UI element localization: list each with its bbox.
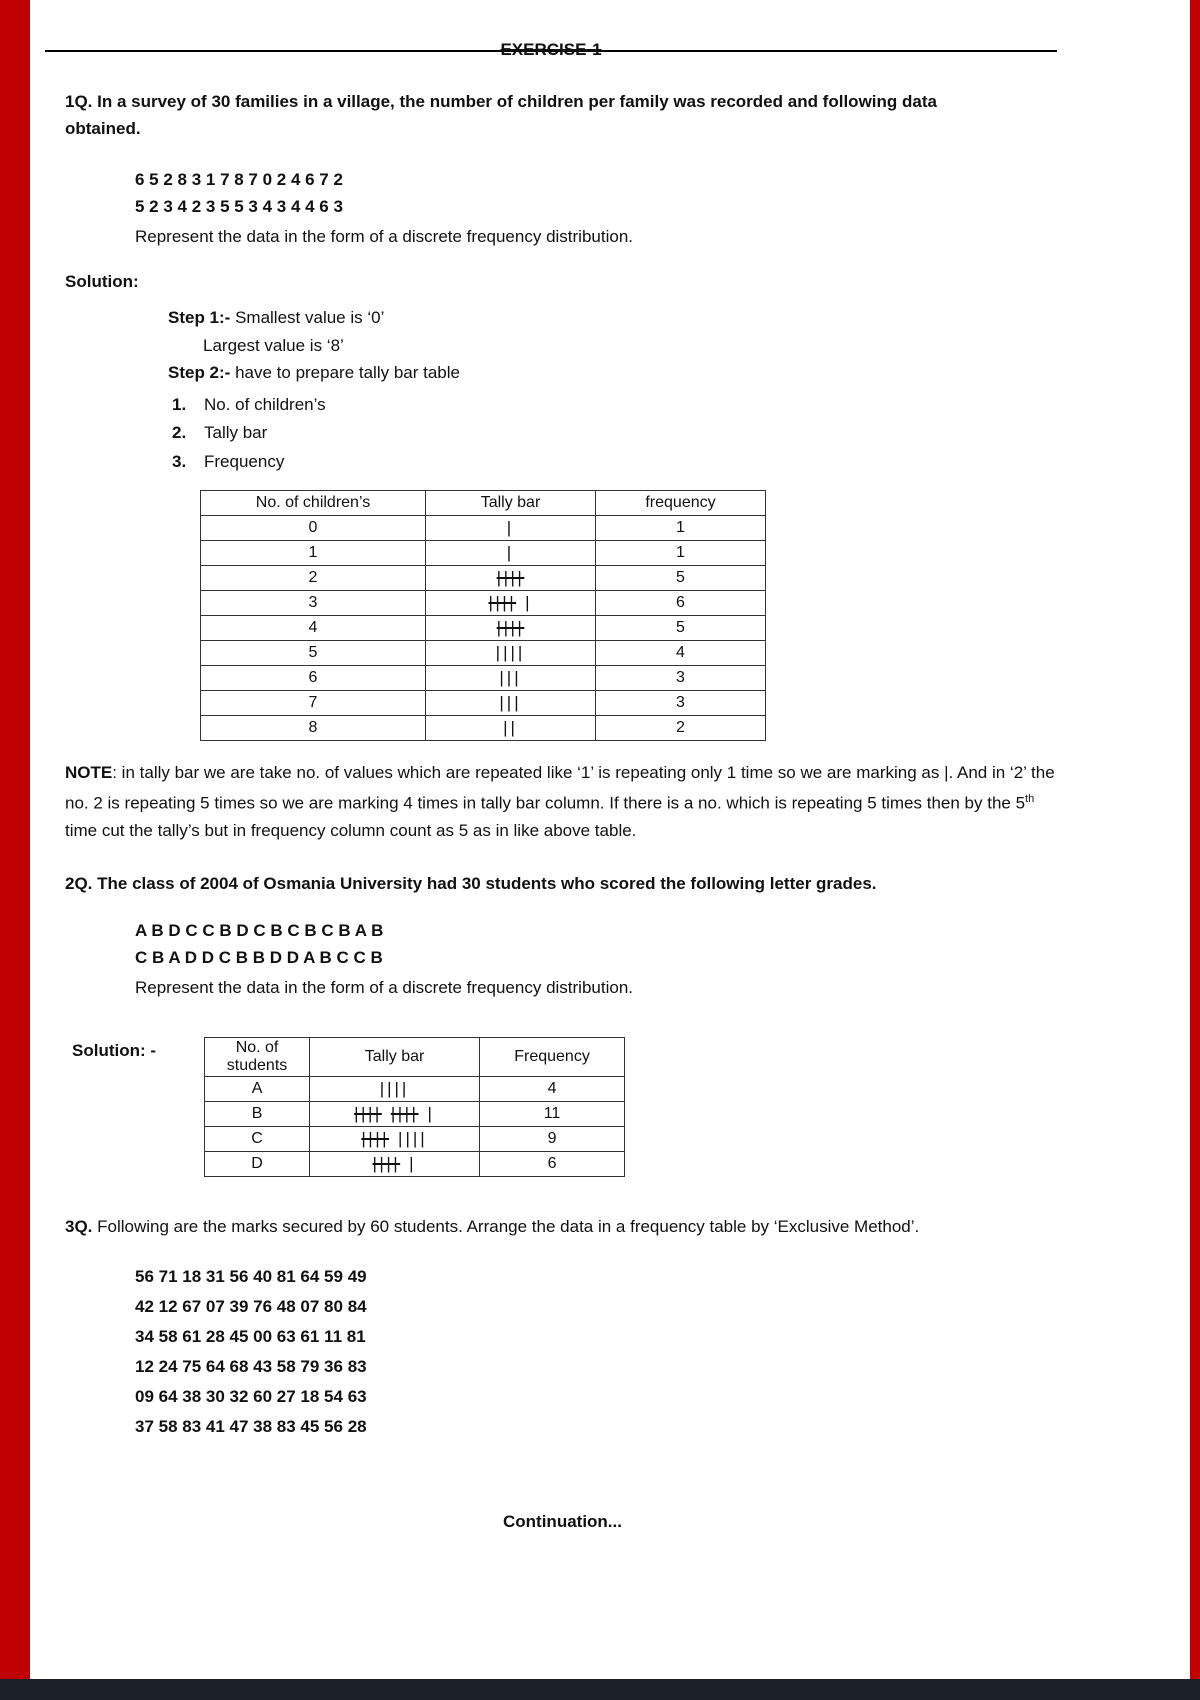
table-row bbox=[201, 716, 766, 741]
note-superscript: th bbox=[1025, 793, 1035, 805]
tally-cell bbox=[310, 1151, 480, 1176]
q2-grades-line-1: A B D C C B D C B C B C B A B bbox=[135, 920, 384, 940]
right-margin-strip bbox=[1190, 0, 1200, 1700]
value-cell: 6 bbox=[201, 666, 426, 691]
column-header: Tally bar bbox=[426, 491, 596, 516]
value-cell: D bbox=[205, 1151, 310, 1176]
q1-instruction: Represent the data in the form of a discrete frequency distribution. bbox=[135, 227, 633, 246]
tally-cell bbox=[426, 641, 596, 666]
tally-cell bbox=[426, 666, 596, 691]
table-row bbox=[201, 616, 766, 641]
step-1-text: Smallest value is ‘0’ bbox=[235, 308, 385, 327]
value-cell: 8 bbox=[201, 716, 426, 741]
page-title: EXERCISE-1 bbox=[500, 40, 602, 59]
frequency-cell: 6 bbox=[480, 1151, 625, 1176]
tally-cell bbox=[426, 516, 596, 541]
step-2-label: Step 2:- bbox=[168, 363, 231, 382]
tally-cell bbox=[310, 1076, 480, 1101]
value-cell: 5 bbox=[201, 641, 426, 666]
value-cell: 2 bbox=[201, 566, 426, 591]
tally-marks: | bbox=[506, 543, 515, 562]
table-row bbox=[201, 566, 766, 591]
marks-line: 56 71 18 31 56 40 81 64 59 49 bbox=[135, 1266, 367, 1286]
note-paragraph bbox=[65, 759, 1060, 844]
frequency-cell: 4 bbox=[596, 641, 766, 666]
tally-five-group: |||| bbox=[354, 1103, 382, 1123]
frequency-cell: 5 bbox=[596, 566, 766, 591]
step-1-sub: Largest value is ‘8’ bbox=[203, 335, 344, 355]
frequency-cell: 11 bbox=[480, 1101, 625, 1126]
q1-solution-label: Solution: bbox=[65, 272, 139, 291]
tally-cell bbox=[310, 1126, 480, 1151]
table-row bbox=[205, 1101, 625, 1126]
marks-line: 12 24 75 64 68 43 58 79 36 83 bbox=[135, 1356, 367, 1376]
marks-line: 09 64 38 30 32 60 27 18 54 63 bbox=[135, 1386, 367, 1406]
value-cell: 7 bbox=[201, 691, 426, 716]
q1-frequency-table bbox=[200, 490, 766, 741]
note-label: NOTE bbox=[65, 763, 113, 782]
table-row bbox=[205, 1076, 625, 1101]
frequency-cell: 2 bbox=[596, 716, 766, 741]
tally-marks: | bbox=[525, 593, 533, 612]
tally-five-group: |||| bbox=[488, 593, 517, 612]
q1-question: 1Q. In a survey of 30 families in a village, the number of children per family was recorded and following data obtained. bbox=[65, 92, 937, 138]
frequency-cell: 1 bbox=[596, 516, 766, 541]
step-2 bbox=[168, 359, 1060, 387]
tally-five-group: |||| bbox=[496, 618, 525, 637]
q2-grades-block bbox=[135, 917, 1060, 1001]
list-item bbox=[172, 419, 1060, 448]
frequency-cell: 9 bbox=[480, 1126, 625, 1151]
marks-line: 34 58 61 28 45 00 63 61 11 81 bbox=[135, 1326, 366, 1346]
marks-line: 42 12 67 07 39 76 48 07 80 84 bbox=[135, 1296, 367, 1316]
tally-marks: || bbox=[503, 718, 518, 737]
q2-solution-row bbox=[65, 1037, 1060, 1177]
left-margin-strip bbox=[0, 0, 30, 1700]
q3-question-label: 3Q. bbox=[65, 1216, 93, 1236]
list-item-number: 3. bbox=[172, 451, 187, 471]
value-cell: 4 bbox=[201, 616, 426, 641]
table-row bbox=[201, 641, 766, 666]
frequency-cell: 6 bbox=[596, 591, 766, 616]
value-cell: 0 bbox=[201, 516, 426, 541]
q2-solution-label: Solution: - bbox=[72, 1040, 157, 1060]
document-content bbox=[65, 0, 1060, 1532]
tally-marks: |||| bbox=[398, 1128, 428, 1148]
note-text-2: time cut the tally’s but in frequency column count as 5 as in like above table. bbox=[65, 820, 637, 840]
tally-cell bbox=[426, 716, 596, 741]
list-item-text: No. of children’s bbox=[204, 394, 326, 414]
q3-marks-block bbox=[135, 1262, 1060, 1442]
tally-five-group: |||| bbox=[390, 1103, 419, 1123]
table-row bbox=[201, 516, 766, 541]
tally-marks: |||| bbox=[379, 1078, 410, 1098]
q2-question: 2Q. The class of 2004 of Osmania University had 30 students who scored the following letter grades. bbox=[65, 873, 877, 893]
frequency-cell: 5 bbox=[596, 616, 766, 641]
q1-data-line-1: 6 5 2 8 3 1 7 8 7 0 2 4 6 7 2 bbox=[135, 170, 343, 189]
q3-question bbox=[65, 1213, 1060, 1240]
value-cell: 1 bbox=[201, 541, 426, 566]
step-1 bbox=[168, 304, 1060, 332]
list-item-number: 1. bbox=[172, 394, 187, 414]
frequency-cell: 1 bbox=[596, 541, 766, 566]
value-cell: B bbox=[205, 1101, 310, 1126]
tally-marks: ||| bbox=[499, 693, 522, 712]
tally-marks: |||| bbox=[495, 643, 526, 662]
frequency-cell: 4 bbox=[480, 1076, 625, 1101]
list-item bbox=[172, 391, 1060, 420]
column-header: Frequency bbox=[480, 1037, 625, 1076]
value-cell: C bbox=[205, 1126, 310, 1151]
q1-steps bbox=[168, 304, 1060, 387]
table-row bbox=[201, 691, 766, 716]
tally-five-group: |||| bbox=[496, 568, 525, 587]
q2-frequency-table bbox=[204, 1037, 625, 1177]
tally-cell bbox=[426, 691, 596, 716]
column-header: No. of students bbox=[205, 1037, 310, 1076]
table-row bbox=[205, 1126, 625, 1151]
list-item-number: 2. bbox=[172, 423, 187, 442]
table-row bbox=[201, 541, 766, 566]
marks-line: 37 58 83 41 47 38 83 45 56 28 bbox=[135, 1416, 367, 1436]
tally-cell bbox=[426, 566, 596, 591]
table-header-row bbox=[205, 1037, 625, 1076]
column-header: No. of children’s bbox=[201, 491, 426, 516]
tally-cell bbox=[310, 1101, 480, 1126]
q1-column-list bbox=[172, 391, 1060, 477]
table-header-row bbox=[201, 491, 766, 516]
column-header: frequency bbox=[596, 491, 766, 516]
tally-marks: ||| bbox=[499, 668, 522, 687]
frequency-cell: 3 bbox=[596, 666, 766, 691]
tally-marks: | bbox=[506, 518, 515, 537]
step-2-text: have to prepare tally bar table bbox=[235, 363, 460, 382]
frequency-cell: 3 bbox=[596, 691, 766, 716]
tally-marks: | bbox=[427, 1103, 435, 1123]
tally-marks: | bbox=[409, 1153, 417, 1173]
tally-five-group: |||| bbox=[361, 1128, 390, 1148]
tally-cell bbox=[426, 616, 596, 641]
list-item-text: Frequency bbox=[204, 451, 285, 471]
tally-cell bbox=[426, 541, 596, 566]
q2-instruction: Represent the data in the form of a discrete frequency distribution. bbox=[135, 977, 633, 997]
continuation-label: Continuation... bbox=[503, 1511, 622, 1531]
step-1-label: Step 1:- bbox=[168, 308, 231, 327]
tally-cell bbox=[426, 591, 596, 616]
value-cell: A bbox=[205, 1076, 310, 1101]
q1-data-block bbox=[135, 166, 1060, 250]
q1-data-line-2: 5 2 3 4 2 3 5 5 3 4 3 4 4 6 3 bbox=[135, 197, 343, 216]
value-cell: 3 bbox=[201, 591, 426, 616]
table-row bbox=[205, 1151, 625, 1176]
bottom-bar bbox=[0, 1679, 1200, 1700]
table-row bbox=[201, 591, 766, 616]
table-row bbox=[201, 666, 766, 691]
column-header: Tally bar bbox=[310, 1037, 480, 1076]
q3-question-text: Following are the marks secured by 60 students. Arrange the data in a frequency table by ‘Exclusive Method’. bbox=[92, 1216, 920, 1236]
q2-grades-line-2: C B A D D C B B D D A B C C B bbox=[135, 947, 383, 967]
tally-five-group: |||| bbox=[372, 1153, 401, 1173]
list-item bbox=[172, 448, 1060, 477]
list-item-text: Tally bar bbox=[204, 423, 268, 442]
note-text-1: : in tally bar we are take no. of values which are repeated like ‘1’ is repeating only 1 time so we are marking as |. And in ‘2’ the no. 2 is repeating 5 times so we are marking 4 times in tally bar column. If there is a no. which is repeating 5 times then by the 5 bbox=[65, 763, 1055, 813]
